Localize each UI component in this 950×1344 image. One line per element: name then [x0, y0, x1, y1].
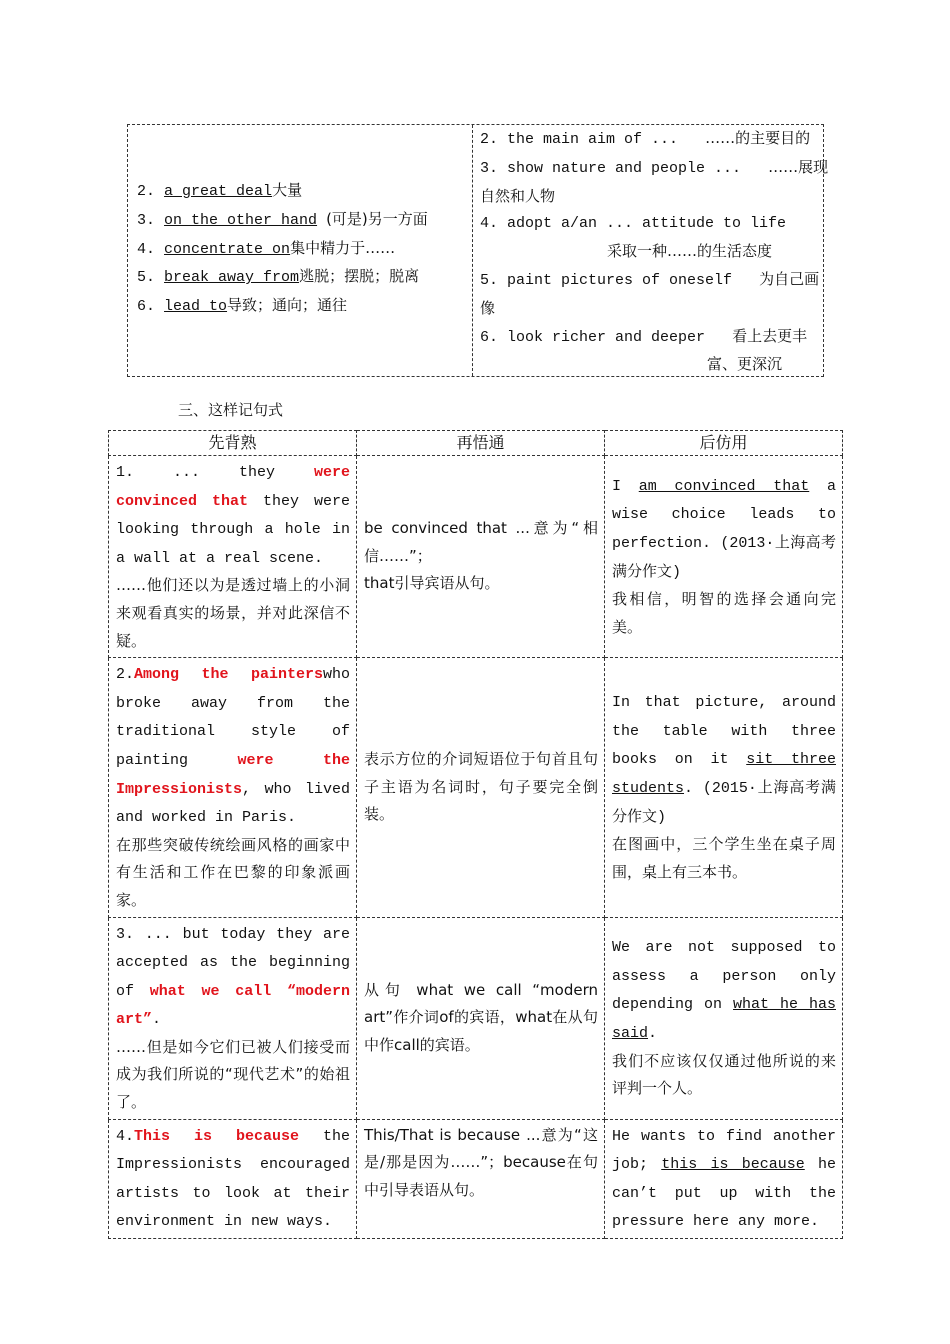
phrase-number: 2. [137, 183, 156, 200]
phrase-english: 5. paint pictures of oneself [480, 271, 733, 289]
phrases-right-column [473, 125, 829, 376]
imitation-text: In that picture, around the table with three books on it [612, 694, 836, 769]
imitation-text: he can’t put up with the pressure here any more. [612, 1156, 836, 1231]
highlighted-pattern: what we call “modern art” [116, 982, 350, 1029]
phrase-item [137, 206, 472, 235]
table-row [109, 1119, 843, 1238]
imitation-text: . [648, 1025, 658, 1043]
example-sentence-cell [109, 658, 357, 917]
phrase-english: on the other hand [164, 211, 318, 229]
phrase-item [480, 154, 829, 183]
imitation-pattern: what he has said [612, 996, 836, 1043]
sentence-text: 3. ... but today they are accepted as the beginning of [116, 925, 350, 1000]
phrases-box [127, 124, 829, 377]
imitation-text: He wants to find another job; [612, 1127, 836, 1174]
header-understand: 再悟通 [357, 431, 605, 456]
imitation-cell [605, 658, 843, 917]
phrase-english: concentrate on [164, 240, 291, 258]
sentence-text: 4. [116, 1127, 135, 1145]
section-heading: 三、这样记句式 [178, 401, 284, 419]
phrase-chinese: 大量 [272, 181, 303, 199]
imitation-cell [605, 917, 843, 1119]
explanation-text: be convinced that ...意为“相信……”； [364, 519, 598, 565]
phrase-item [480, 266, 820, 295]
phrase-english: 6. look richer and deeper [480, 328, 706, 346]
phrase-english: lead to [164, 298, 228, 316]
imitation-translation: 我相信，明智的选择会通向完美。 [612, 590, 836, 636]
example-sentence-cell [109, 1119, 357, 1238]
phrase-chinese: 采取一种……的生活态度 [607, 242, 773, 261]
explanation-cell [357, 1119, 605, 1238]
imitation-text: We are not supposed to assess a person only depending on [612, 939, 836, 1014]
phrase-chinese: (可是)另一方面 [326, 209, 428, 228]
sentence-text: , who lived and worked in Paris. [116, 780, 350, 827]
sentence-translation: 在那些突破传统绘画风格的画家中有生活和工作在巴黎的印象派画家。 [116, 835, 350, 909]
phrase-number: 3. [137, 211, 156, 229]
explanation-text: 从句 what we call “modern art”作介词of的宾语，what在从句中作call的宾语。 [364, 980, 598, 1054]
explanation-cell [357, 658, 605, 917]
phrase-number: 5. [137, 269, 156, 287]
imitation-pattern: am convinced that [638, 477, 810, 495]
highlighted-pattern: This is because [134, 1127, 299, 1145]
table-row [109, 917, 843, 1119]
imitation-cell [605, 1119, 843, 1238]
phrase-chinese: 逃脱；摆脱；脱离 [299, 267, 420, 286]
imitation-text: . (2015·上海高考满分作文) [612, 780, 836, 826]
imitation-text: I [612, 477, 639, 495]
phrase-chinese-continued: 富、更深沉 [707, 355, 783, 374]
imitation-translation: 我们不应该仅仅通过他所说的来评判一个人。 [612, 1051, 836, 1098]
phrase-chinese-continued: 自然和人物 [480, 186, 556, 205]
phrase-english: a great deal [164, 183, 273, 200]
imitation-pattern: sit three students [612, 751, 836, 798]
phrase-chinese: ……的主要目的 [705, 129, 811, 147]
imitation-text: a wise choice leads to perfection. (2013·上海高考满分作文) [612, 477, 836, 581]
table-header-row [109, 431, 843, 456]
phrase-chinese: 为自己画 [759, 269, 820, 288]
sentence-text: 1. ... they [116, 464, 314, 481]
explanation-text: 表示方位的介词短语位于句首且句子主语为名词时，句子要完全倒装。 [364, 749, 598, 824]
phrase-item [137, 292, 472, 321]
highlighted-pattern: Among the painters [134, 666, 323, 684]
explanation-text: This/That is because ...意为“这是/那是因为……”；because在句中引导表语从句。 [364, 1125, 598, 1199]
phrase-chinese: ……展现 [768, 157, 829, 176]
highlighted-pattern: were the Impressionists [116, 751, 350, 798]
sentence-translation: ……但是如今它们已被人们接受而成为我们所说的“现代艺术”的始祖了。 [116, 1037, 350, 1112]
phrase-english: 2. the main aim of ... [480, 131, 679, 148]
explanation-text: that引导宾语从句。 [364, 574, 500, 593]
phrase-item [137, 263, 472, 292]
phrase-english: 4. adopt a/an ... attitude to life [480, 215, 787, 233]
phrase-english: 3. show nature and people ... [480, 159, 742, 177]
phrase-item [137, 177, 472, 206]
table-row [109, 456, 843, 658]
imitation-cell [605, 456, 843, 658]
sentence-patterns-table [108, 430, 843, 1239]
imitation-translation: 在图画中，三个学生坐在桌子周围，桌上有三本书。 [612, 835, 836, 881]
phrase-item [480, 323, 817, 352]
example-sentence-cell [109, 456, 357, 658]
phrase-english: break away from [164, 269, 300, 287]
sentence-text: 2. [116, 666, 135, 684]
phrases-left-column [128, 125, 473, 376]
imitation-pattern: this is because [661, 1156, 805, 1174]
phrase-chinese-continued: 像 [480, 298, 496, 317]
phrase-chinese: 导致；通向；通往 [227, 296, 348, 315]
phrase-chinese: 集中精力于…… [290, 238, 396, 257]
phrase-chinese: 看上去更丰 [732, 326, 808, 345]
header-memorize: 先背熟 [109, 431, 357, 456]
sentence-translation: ……他们还以为是透过墙上的小洞来观看真实的场景，并对此深信不疑。 [116, 576, 350, 650]
phrase-number: 6. [137, 298, 156, 316]
sentence-text: they were looking through a hole in a wall at a real scene. [116, 492, 350, 567]
phrase-item [137, 235, 472, 264]
phrase-item [480, 125, 817, 154]
table-row [109, 658, 843, 917]
sentence-text: who broke away from the traditional style of painting [116, 666, 350, 769]
phrase-number: 4. [137, 240, 156, 258]
example-sentence-cell [109, 917, 357, 1119]
explanation-cell [357, 917, 605, 1119]
sentence-text: . [152, 1011, 162, 1029]
highlighted-pattern: were convinced that [116, 464, 350, 510]
header-imitate: 后仿用 [605, 431, 843, 456]
explanation-cell [357, 456, 605, 658]
sentence-text: the Impressionists encouraged artists to look at their environment in new ways. [116, 1127, 350, 1231]
